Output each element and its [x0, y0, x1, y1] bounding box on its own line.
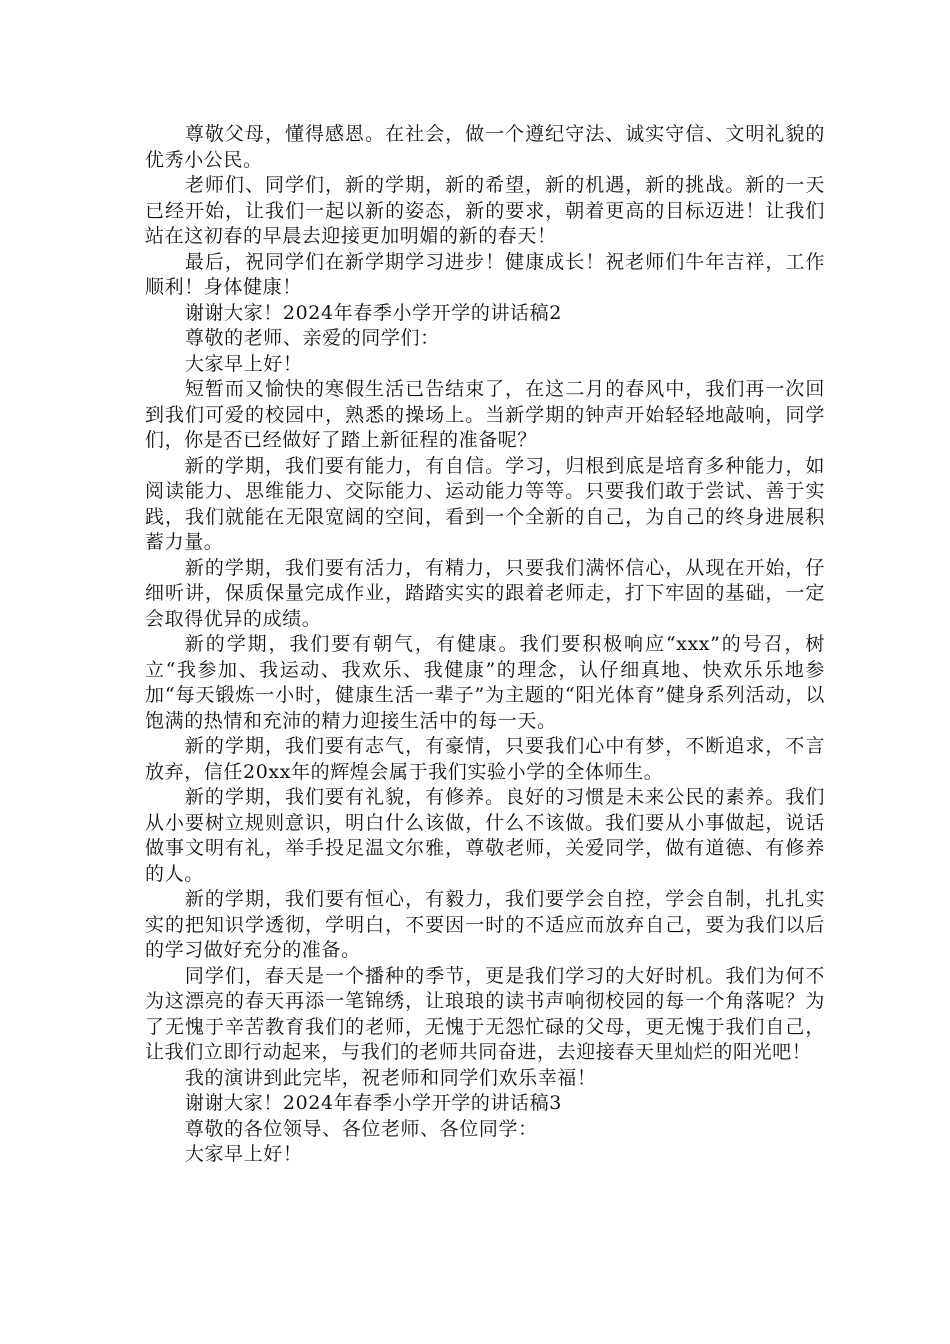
paragraph-13: 新的学期，我们要有恒心，有毅力，我们要学会自控，学会自制，扎扎实实的把知识学透彻，学明白，不要因一时的不适应而放弃自己，要为我们以后的学习做好充分的准备。 [145, 888, 825, 961]
paragraph-8: 新的学期，我们要有能力，有自信。学习，归根到底是培育多种能力，如阅读能力、思维能力、交际能力、运动能力等等。只要我们敢于尝试、善于实践，我们就能在无限宽阔的空间，看到一个全新的自己，为自己的终身进展积蓄力量。 [145, 454, 825, 553]
salutation-2: 尊敬的老师、亲爱的同学们： [184, 327, 440, 349]
speech-heading-2: 谢谢大家！2024年春季小学开学的讲话稿2 [184, 301, 562, 324]
greeting-2: 大家早上好！ [184, 352, 303, 375]
paragraph-1: 尊敬父母，懂得感恩。在社会，做一个遵纪守法、诚实守信、文明礼貌的优秀小公民。 [145, 123, 825, 171]
paragraph-11: 新的学期，我们要有志气，有豪情，只要我们心中有梦，不断追求，不言放弃，信任20xx年的辉煌会属于我们实验小学的全体师生。 [145, 735, 825, 783]
greeting-3: 大家早上好！ [184, 1143, 303, 1165]
paragraph-2: 老师们、同学们，新的学期，新的希望，新的机遇，新的挑战。新的一天已经开始，让我们一起以新的姿态，新的要求，朝着更高的目标迈进！让我们站在这初春的早晨去迎接更加明媚的新的春天！ [145, 174, 825, 247]
paragraph-7: 短暂而又愉快的寒假生活已告结束了，在这二月的春风中，我们再一次回到我们可爱的校园中，熟悉的操场上。当新学期的钟声开始轻轻地敲响，同学们，你是否已经做好了踏上新征程的准备呢？ [145, 378, 825, 451]
paragraph-12: 新的学期，我们要有礼貌，有修养。良好的习惯是未来公民的素养。我们从小要树立规则意识，明白什么该做，什么不该做。我们要从小事做起，说话做事文明有礼，举手投足温文尔雅，尊敬老师，关爱同学，做有道德、有修养的人。 [145, 786, 825, 885]
paragraph-3: 最后，祝同学们在新学期学习进步！健康成长！祝老师们牛年吉祥，工作顺利！身体健康！ [145, 250, 825, 298]
paragraph-14: 同学们，春天是一个播种的季节，更是我们学习的大好时机。我们为何不为这漂亮的春天再添一笔锦绣，让琅琅的读书声响彻校园的每一个角落呢？为了无愧于辛苦教育我们的老师，无愧于无怨忙碌的父母，更无愧于我们自己，让我们立即行动起来，与我们的老师共同奋进，去迎接春天里灿烂的阳光吧！ [145, 964, 825, 1063]
paragraph-10: 新的学期，我们要有朝气，有健康。我们要积极响应“xxx”的号召，树立“我参加、我运动、我欢乐、我健康”的理念，认仔细真地、快欢乐乐地参加“每天锻炼一小时，健康生活一辈子”为主题的“阳光体育”健身系列活动，以饱满的热情和充沛的精力迎接生活中的每一天。 [145, 633, 825, 732]
document-body [145, 122, 825, 1168]
salutation-3: 尊敬的各位领导、各位老师、各位同学： [184, 1117, 538, 1140]
speech-heading-3: 谢谢大家！2024年春季小学开学的讲话稿3 [184, 1092, 562, 1114]
closing-remark: 我的演讲到此完毕，祝老师和同学们欢乐幸福！ [184, 1066, 597, 1089]
paragraph-9: 新的学期，我们要有活力，有精力，只要我们满怀信心，从现在开始，仔细听讲，保质保量完成作业，踏踏实实的跟着老师走，打下牢固的基础，一定会取得优异的成绩。 [145, 556, 825, 630]
